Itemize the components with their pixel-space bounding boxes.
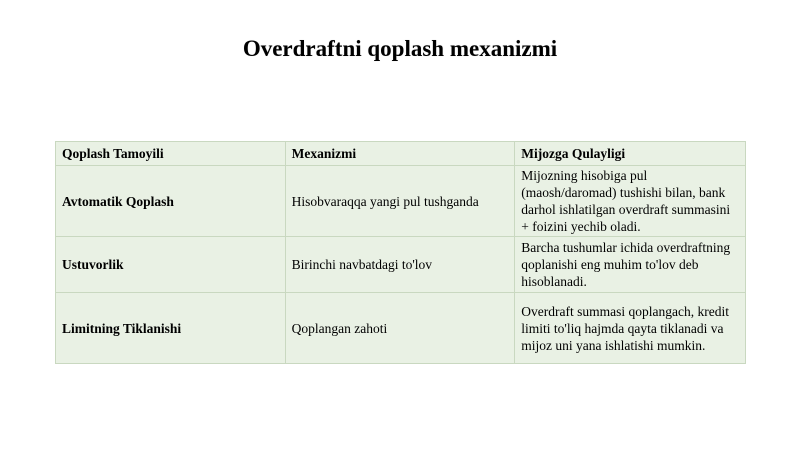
cell-principle: Limitning Tiklanishi [56,293,286,364]
column-header-benefit: Mijozga Qulayligi [515,142,746,166]
repayment-table [55,141,746,364]
column-header-mechanism: Mexanizmi [285,142,515,166]
table-row [56,237,746,293]
cell-benefit: Mijozning hisobiga pul (maosh/daromad) tushishi bilan, bank darhol ishlatilgan overdraft summasini + foizini yechib oladi. [515,166,746,237]
cell-principle: Ustuvorlik [56,237,286,293]
table-row [56,293,746,364]
cell-mechanism: Birinchi navbatdagi to'lov [285,237,515,293]
page-title: Overdraftni qoplash mexanizmi [242,36,558,61]
cell-mechanism: Hisobvaraqqa yangi pul tushganda [285,166,515,237]
cell-mechanism: Qoplangan zahoti [285,293,515,364]
table-header-row [56,142,746,166]
cell-benefit: Barcha tushumlar ichida overdraftning qoplanishi eng muhim to'lov deb hisoblanadi. [515,237,746,293]
cell-principle: Avtomatik Qoplash [56,166,286,237]
table-row [56,166,746,237]
column-header-principle: Qoplash Tamoyili [56,142,286,166]
cell-benefit: Overdraft summasi qoplangach, kredit limiti to'liq hajmda qayta tiklanadi va mijoz uni yana ishlatishi mumkin. [515,293,746,364]
